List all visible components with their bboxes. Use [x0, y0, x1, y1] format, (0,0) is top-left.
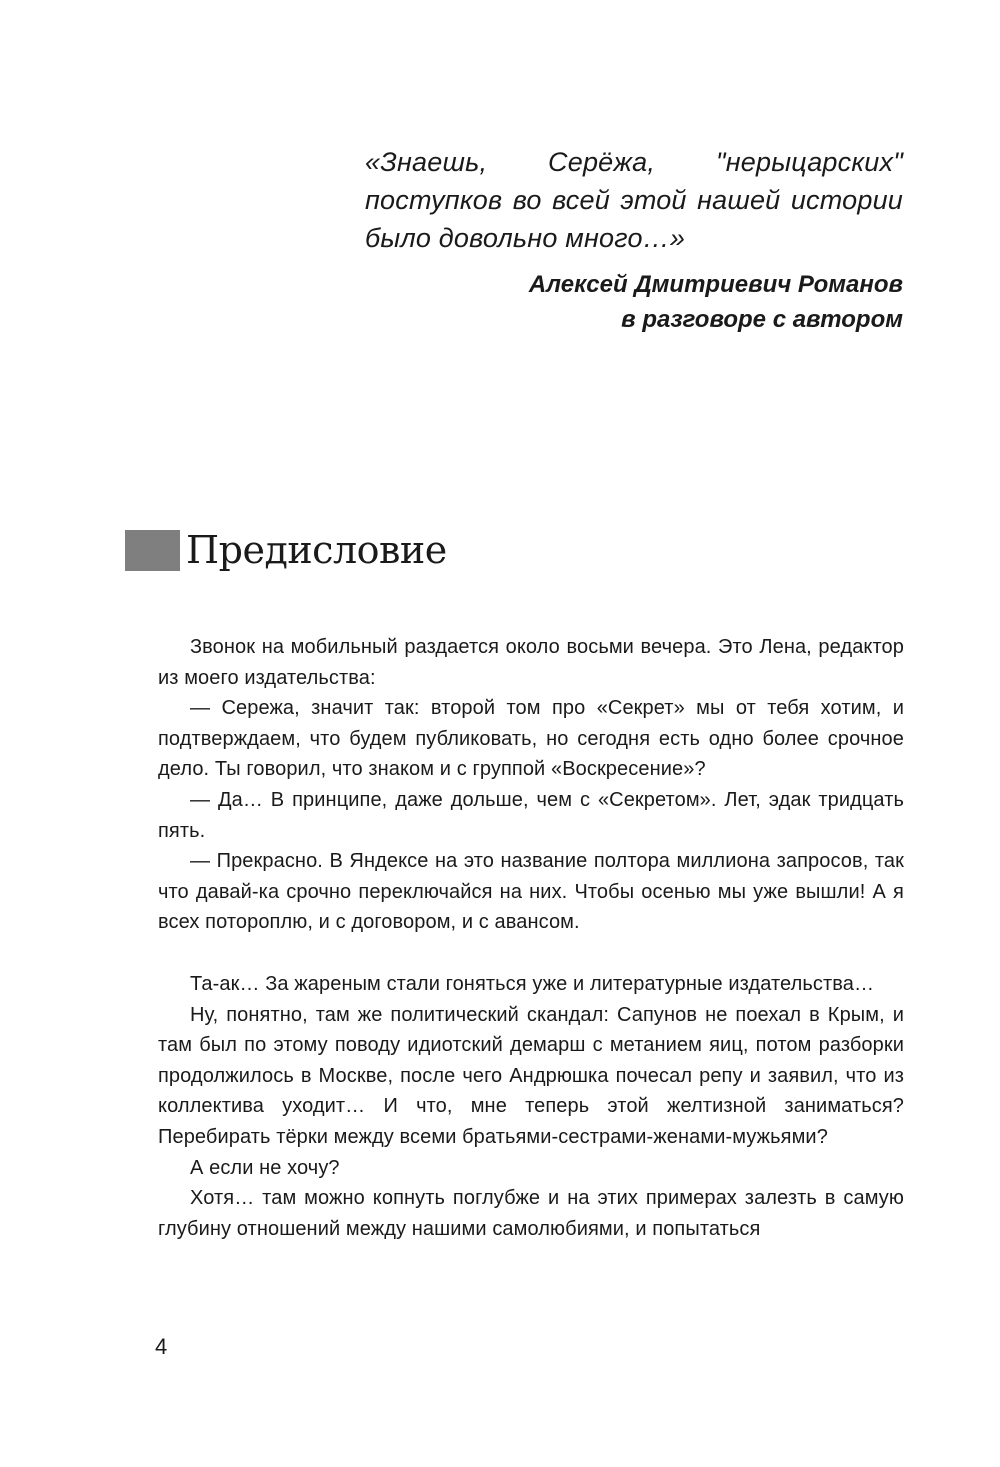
epigraph	[365, 143, 903, 337]
paragraph: — Да… В принципе, даже дольше, чем с «Секретом». Лет, эдак тридцать пять.	[158, 788, 904, 842]
paragraph: Хотя… там можно копнуть поглубже и на этих примерах залезть в самую глубину отношений между нашими самолюбиями, и попытаться	[158, 1187, 904, 1240]
paragraph: Ну, понятно, там же политический скандал: Сапунов не поехал в Крым, и там был по этому поводу идиотский демарш с метанием яиц, потом разборки продолжилось в Москве, после чего Андрюшка почесал репу и заявил, что из коллектива уходит… И что, мне теперь этой желтизной заниматься? Перебирать тёрки между всеми братьями-сестрами-женами-мужьями?	[158, 1003, 904, 1148]
epigraph-quote: «Знаешь, Серёжа, "нерыцарских" поступков во всей этой нашей истории было довольно много…»	[365, 147, 903, 253]
paragraph-gap	[158, 938, 904, 969]
epigraph-author	[365, 267, 903, 337]
paragraph: — Прекрасно. В Яндексе на это название полтора миллиона запросов, так что давай-ка срочно переключайся на них. Чтобы осенью мы уже вышли! А я всех потороплю, и с договором, и с авансом.	[158, 850, 904, 934]
body-text	[158, 632, 904, 1244]
epigraph-author-context: в разговоре с автором	[621, 306, 903, 333]
section-heading	[125, 527, 447, 573]
paragraph: А если не хочу?	[190, 1156, 340, 1179]
paragraph: Звонок на мобильный раздается около восьми вечера. Это Лена, редактор из моего издательства:	[158, 636, 904, 689]
epigraph-author-name: Алексей Дмитриевич Романов	[528, 271, 903, 298]
paragraph: — Сережа, значит так: второй том про «Секрет» мы от тебя хотим, и подтверждаем, что будем публиковать, но сегодня есть одно более срочное дело. Ты говорил, что знаком и с группой «Воскресение»?	[158, 697, 904, 781]
page-number: 4	[155, 1334, 168, 1359]
heading-marker-block	[125, 530, 180, 571]
section-title: Предисловие	[186, 528, 447, 572]
paragraph: Та-ак… За жареным стали гоняться уже и литературные издательства…	[190, 972, 875, 995]
